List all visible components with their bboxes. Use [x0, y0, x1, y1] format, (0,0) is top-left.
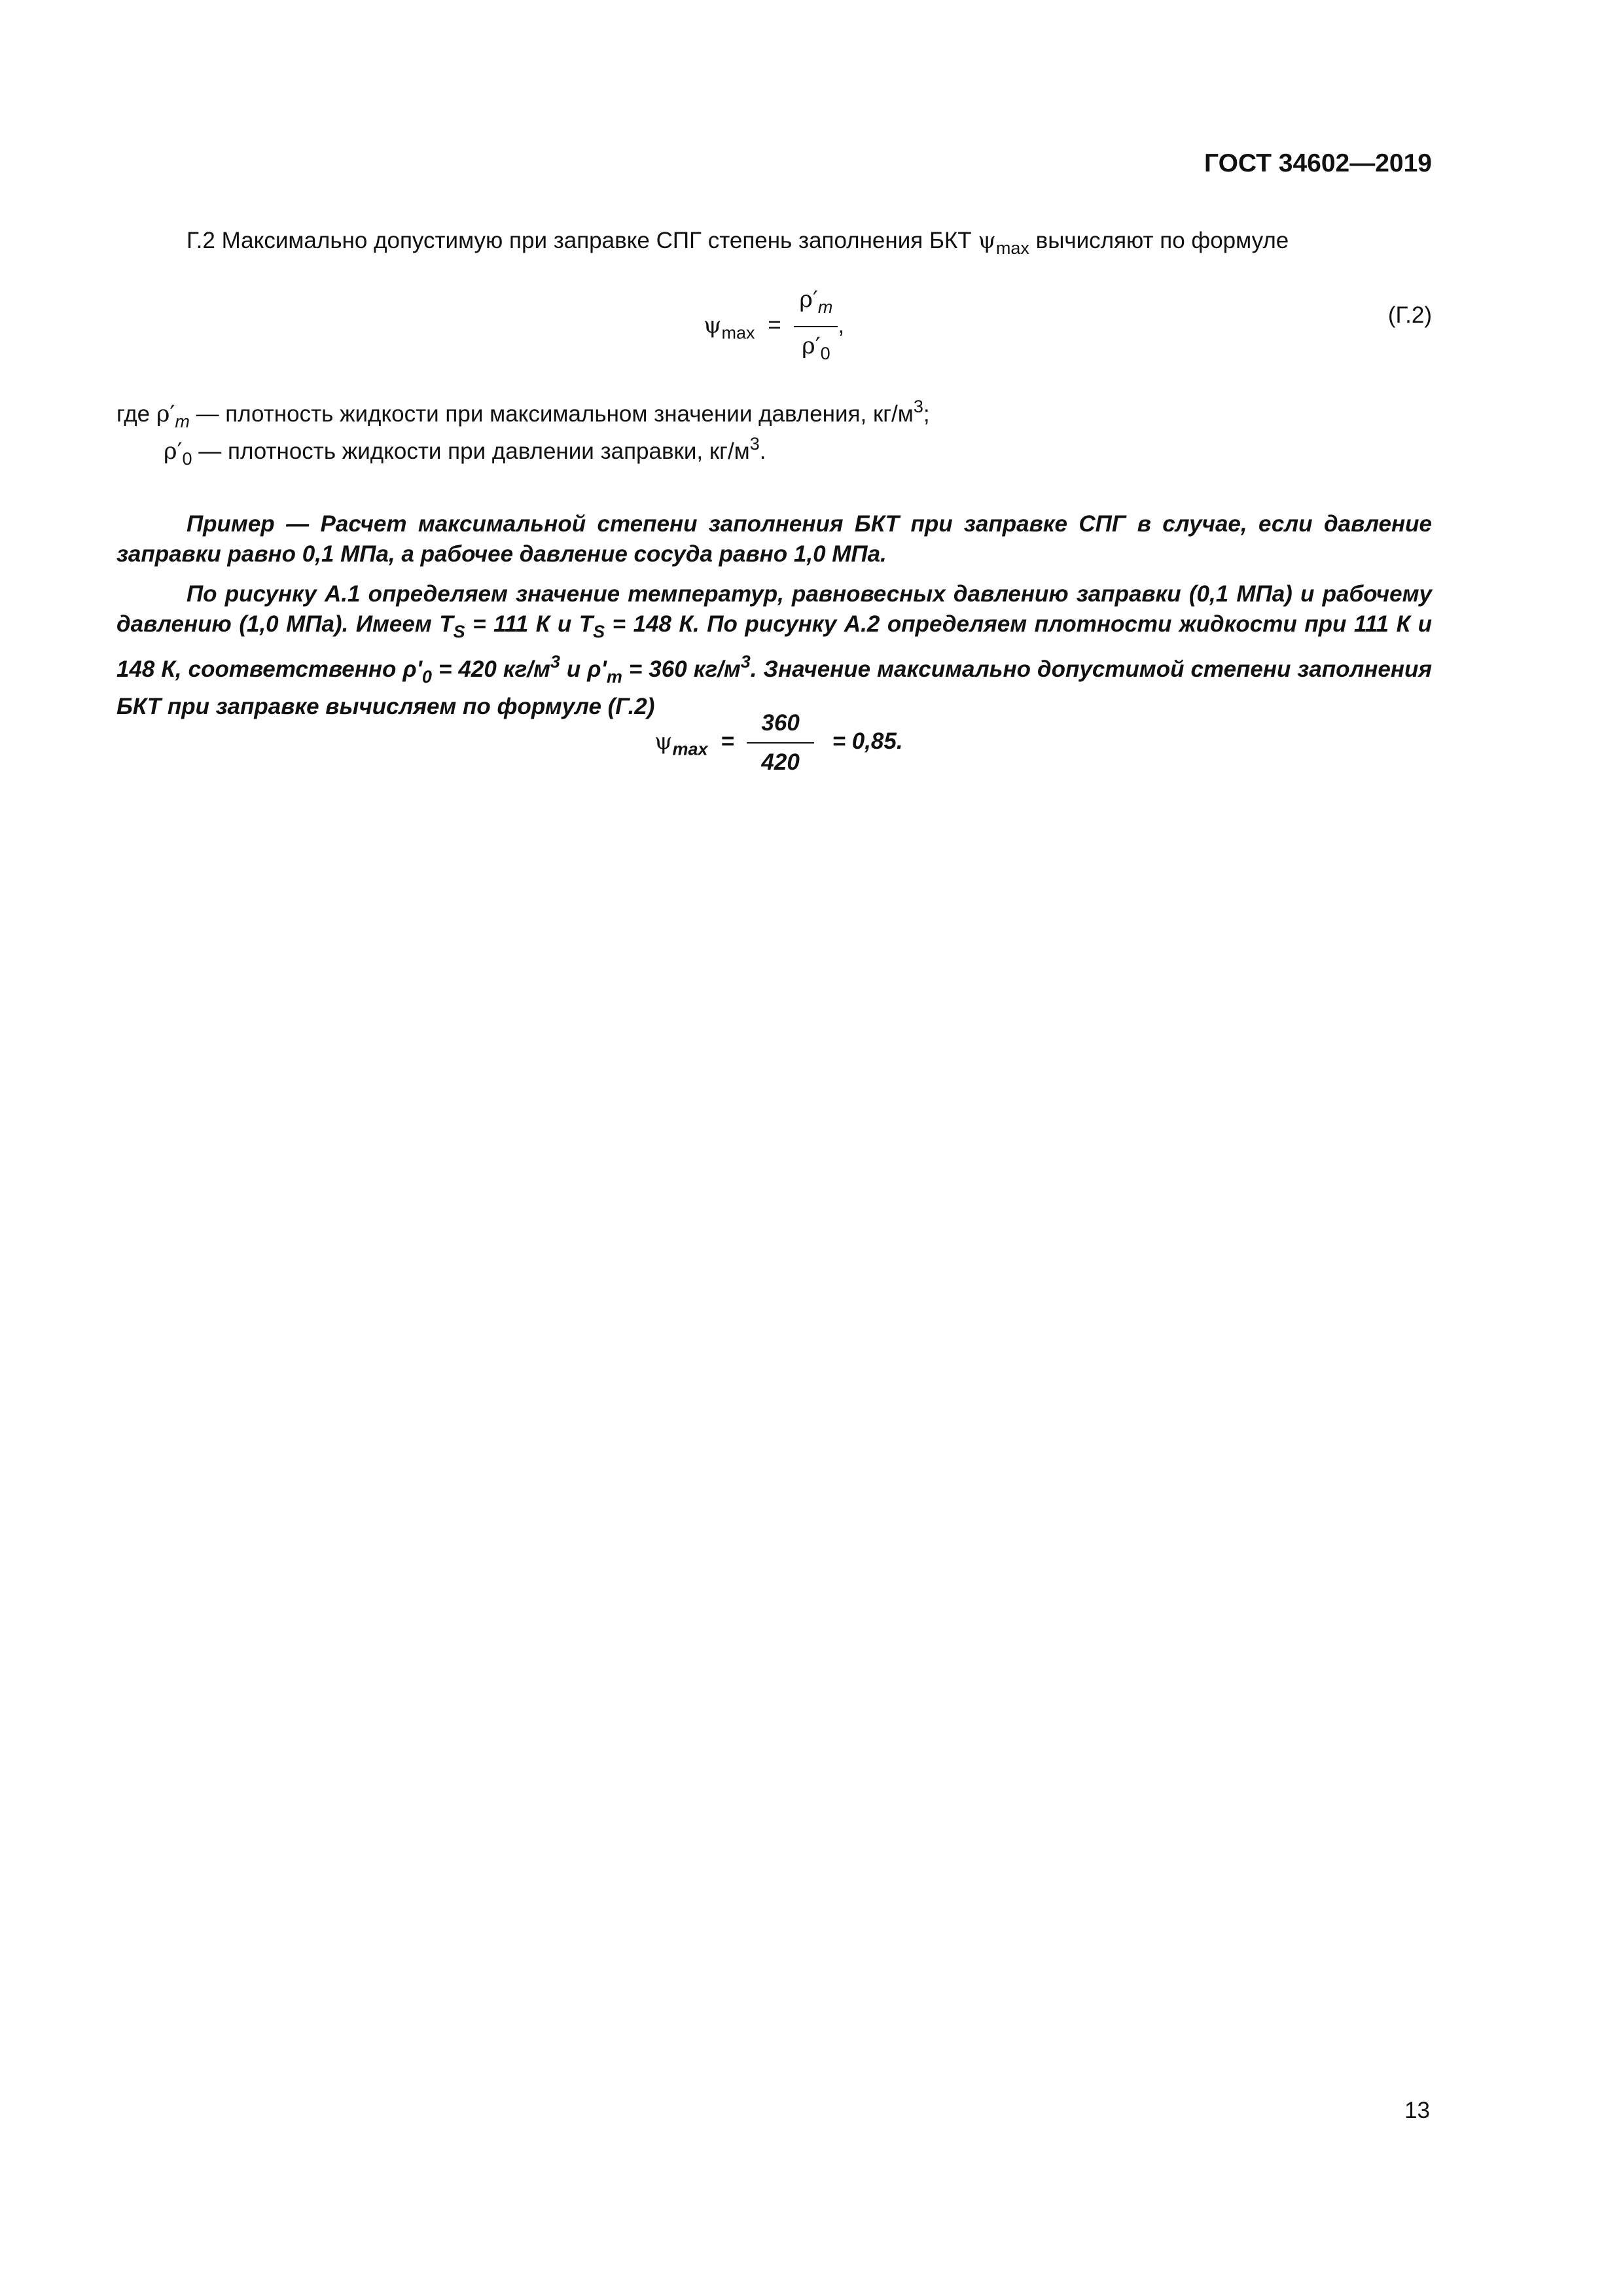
formula-denominator: [794, 327, 838, 368]
psi-subscript: max: [995, 238, 1029, 258]
formula-result: = 0,85.: [832, 728, 903, 755]
subscript: 0: [421, 667, 432, 687]
formula-comma: ,: [838, 312, 845, 338]
rho-sub-m: m: [175, 412, 190, 431]
where-end: .: [759, 439, 766, 464]
subscript: m: [606, 667, 622, 687]
example-formula: [654, 708, 903, 778]
formula-psi: ψ: [704, 312, 722, 339]
example-text: Пример — Расчет максимальной степени заполнения БКТ при заправке СПГ в случае, если давление заправки равно 0,1 МПа, а рабочее давление сосуда равно 1,0 МПа.: [116, 511, 1432, 567]
example-text: = 360 кг/м: [622, 656, 741, 682]
subscript: S: [593, 622, 605, 641]
equation-number: (Г.2): [1387, 302, 1432, 328]
where-desc: — плотность жидкости при давлении заправки, кг/м: [192, 439, 750, 464]
example-paragraph-2: [116, 579, 1432, 722]
intro-text: Г.2 Максимально допустимую при заправке СПГ степень заполнения БКТ: [187, 228, 978, 253]
formula-equals: =: [768, 312, 781, 338]
example-text: . Значение максимально допустимой степени заполнения БКТ при заправке вычисляем по формуле (Г.2): [116, 656, 1433, 719]
unit-exponent: 3: [913, 397, 923, 416]
formula-psi-sub: max: [721, 323, 755, 343]
formula-psi: ψ: [654, 728, 673, 755]
where-lead: где: [116, 401, 156, 427]
formula-numerator: [794, 285, 838, 327]
subscript: S: [453, 622, 465, 641]
formula-psi-sub: max: [672, 739, 708, 759]
page-number: 13: [1404, 2098, 1430, 2123]
example-fraction: [747, 708, 813, 778]
rho-symbol: ρ′: [802, 333, 821, 359]
example-text: По рисунку А.1 определяем значение температур, равновесных давлению заправки (0,1 МПа) и рабочему давлению (1,0 МПа). Имеем T: [116, 581, 1432, 637]
intro-paragraph: [187, 226, 1289, 263]
where-desc: — плотность жидкости при максимальном значении давления, кг/м: [189, 401, 914, 427]
superscript: 3: [740, 652, 751, 672]
where-end: ;: [923, 401, 930, 427]
rho-symbol: ρ′: [164, 439, 183, 465]
example-text: = 148 К. По рисунку А.2 определяем плотности жидкости при 111 К и 148 К, соответственно ρ': [116, 611, 1432, 682]
rho-sub-m: m: [817, 297, 833, 317]
fraction-numerator: 360: [747, 708, 813, 744]
where-line-2: [164, 429, 1440, 474]
formula-fraction: [794, 285, 838, 368]
intro-text-end: вычисляют по формуле: [1029, 228, 1289, 253]
superscript: 3: [550, 652, 560, 672]
example-paragraph-1: [116, 509, 1432, 569]
psi-symbol: ψ: [978, 228, 996, 254]
formula-g2: [704, 285, 844, 368]
example-text: = 420 кг/м: [431, 656, 550, 682]
example-text: = 111 К и T: [465, 611, 594, 637]
rho-sub-0: 0: [182, 449, 192, 469]
formula-equals: =: [721, 728, 734, 755]
unit-exponent: 3: [749, 434, 760, 454]
fraction-denominator: 420: [761, 749, 800, 775]
rho-symbol: ρ′: [799, 287, 818, 313]
rho-symbol: ρ′: [156, 401, 175, 427]
document-header: ГОСТ 34602—2019: [1204, 149, 1432, 177]
example-text: и ρ': [560, 656, 607, 682]
rho-sub-0: 0: [820, 344, 830, 363]
